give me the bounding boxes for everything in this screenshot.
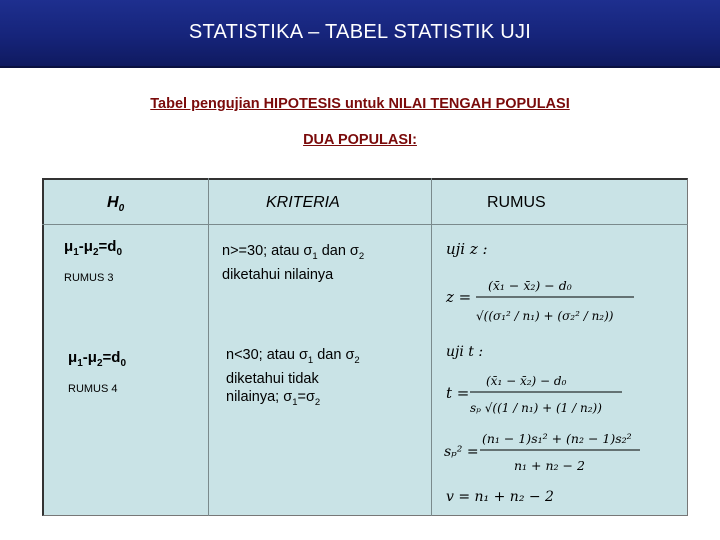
header-divider	[42, 224, 688, 225]
row2-formula-lead: uji t :	[446, 344, 484, 360]
row2-formula	[440, 338, 650, 515]
column-divider-1	[208, 178, 209, 516]
column-divider-2	[431, 178, 432, 516]
row1-formula-num: (x̄₁ − x̄₂) − d₀	[488, 278, 572, 293]
row2-sp-lhs: sₚ² =	[444, 444, 479, 460]
row1-hypothesis: $\mu_1-\mu_2=d_0$	[64, 238, 122, 258]
row2-label: RUMUS 4	[68, 383, 118, 395]
row2-formula-lhs: t =	[446, 384, 470, 402]
row1-formula-den: √((σ₁² / n₁) + (σ₂² / n₂))	[476, 309, 614, 323]
row2-kriteria: n<30; atau $\sigma_1$ dan $\sigma_2$ diketahui tidak nilainya; $\sigma_1=\sigma_2$	[226, 347, 360, 408]
row2-formula-den: sₚ √((1 / n₁) + (1 / n₂))	[470, 401, 602, 415]
row2-hypothesis: $\mu_1-\mu_2=d_0$	[68, 349, 126, 369]
header-h0: $H_0$	[107, 194, 125, 215]
row1-label: RUMUS 3	[64, 272, 114, 284]
row1-formula-lhs: z =	[446, 288, 472, 306]
header-rumus: RUMUS	[487, 194, 546, 211]
header-kriteria: KRITERIA	[266, 194, 340, 211]
row1-formula	[440, 232, 640, 337]
subtitle-line-2: DUA POPULASI:	[303, 132, 417, 148]
row2-sp-num: (n₁ − 1)s₁² + (n₂ − 1)s₂²	[482, 431, 632, 446]
row1-formula-lead: uji z :	[446, 240, 488, 258]
subtitle-line-1: Tabel pengujian HIPOTESIS untuk NILAI TENGAH POPULASI	[150, 96, 570, 112]
slide-title: STATISTIKA – TABEL STATISTIK UJI	[0, 0, 720, 68]
row2-df: v = n₁ + n₂ − 2	[446, 489, 554, 505]
row1-kriteria: n>=30; atau $\sigma_1$ dan $\sigma_2$ diketahui nilainya	[222, 243, 365, 283]
row2-formula-num: (x̄₁ − x̄₂) − d₀	[486, 374, 567, 388]
row2-sp-den: n₁ + n₂ − 2	[514, 458, 585, 473]
